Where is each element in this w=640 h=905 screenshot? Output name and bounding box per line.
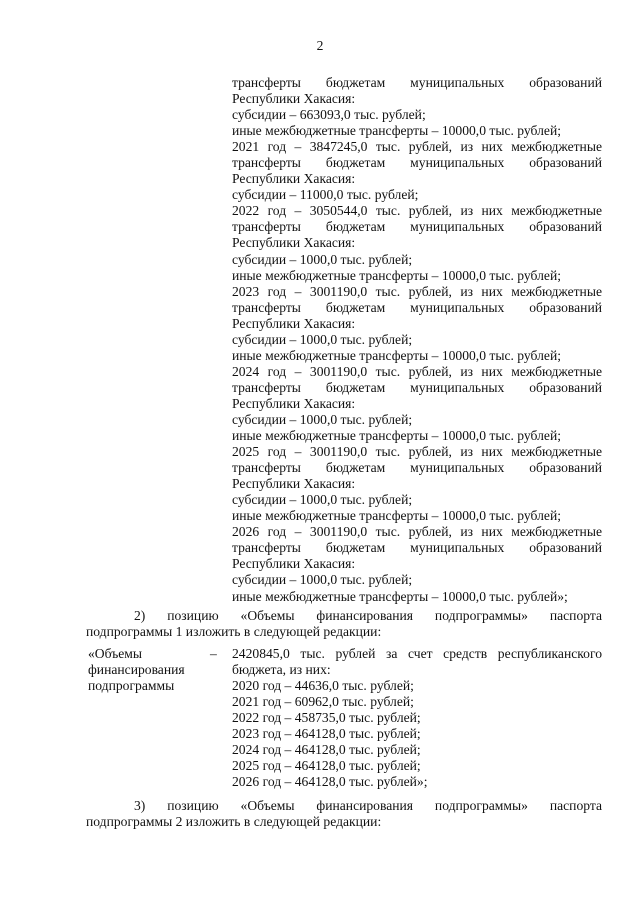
- text-line: Республики Хакасия:: [232, 476, 356, 492]
- text-line: субсидии – 1000,0 тыс. рублей;: [232, 492, 413, 508]
- text-line: иные межбюджетные трансферты – 10000,0 тыс. рублей;: [232, 347, 561, 363]
- text-line: иные межбюджетные трансферты – 10000,0 тыс. рублей;: [232, 267, 561, 283]
- passport-table-label: [88, 646, 208, 694]
- paragraph-line: 2) позицию «Объемы финансирования подпрограммы» паспорта: [134, 608, 602, 623]
- value-line: 2026 год – 464128,0 тыс. рублей»;: [232, 774, 428, 790]
- text-line: 2022 год – 3050544,0 тыс. рублей, из них межбюджетные: [232, 203, 602, 219]
- text-line: 2023 год – 3001190,0 тыс. рублей, из них межбюджетные: [232, 283, 602, 299]
- text-line: трансферты бюджетам муниципальных образований: [232, 460, 602, 476]
- text-line: Республики Хакасия:: [232, 235, 356, 251]
- text-line: трансферты бюджетам муниципальных образований: [232, 299, 602, 315]
- value-line: 2023 год – 464128,0 тыс. рублей;: [232, 726, 421, 742]
- text-line: субсидии – 1000,0 тыс. рублей;: [232, 331, 413, 347]
- value-line: 2420845,0 тыс. рублей за счет средств республиканского: [232, 646, 602, 661]
- value-line: 2020 год – 44636,0 тыс. рублей;: [232, 678, 414, 694]
- text-line: Республики Хакасия:: [232, 556, 356, 572]
- text-line: иные межбюджетные трансферты – 10000,0 тыс. рублей;: [232, 508, 561, 524]
- text-line: 2021 год – 3847245,0 тыс. рублей, из них межбюджетные: [232, 139, 602, 155]
- text-line: субсидии – 11000,0 тыс. рублей;: [232, 187, 419, 203]
- text-line: субсидии – 1000,0 тыс. рублей;: [232, 572, 413, 588]
- text-line: субсидии – 1000,0 тыс. рублей;: [232, 251, 413, 267]
- funding-breakdown: [232, 75, 602, 605]
- value-line: 2022 год – 458735,0 тыс. рублей;: [232, 710, 421, 726]
- text-line: 2024 год – 3001190,0 тыс. рублей, из них межбюджетные: [232, 363, 602, 379]
- text-line: иные межбюджетные трансферты – 10000,0 тыс. рублей;: [232, 428, 561, 444]
- table-dash: –: [210, 646, 217, 661]
- text-line: Республики Хакасия:: [232, 315, 356, 331]
- text-line: 2026 год – 3001190,0 тыс. рублей, из них межбюджетные: [232, 524, 602, 540]
- passport-table-value: [232, 646, 602, 790]
- text-line: иные межбюджетные трансферты – 10000,0 тыс. рублей»;: [232, 588, 568, 604]
- paragraph-line: 3) позицию «Объемы финансирования подпрограммы» паспорта: [134, 798, 602, 813]
- value-line: 2025 год – 464128,0 тыс. рублей;: [232, 758, 421, 774]
- paragraph-line: подпрограммы 1 изложить в следующей редакции:: [86, 624, 382, 640]
- text-line: трансферты бюджетам муниципальных образований: [232, 75, 602, 90]
- value-line: 2024 год – 464128,0 тыс. рублей;: [232, 742, 421, 758]
- text-line: трансферты бюджетам муниципальных образований: [232, 540, 602, 556]
- text-line: 2025 год – 3001190,0 тыс. рублей, из них межбюджетные: [232, 444, 602, 460]
- page-number: 2: [316, 38, 324, 53]
- label-line: подпрограммы: [88, 678, 175, 694]
- text-line: трансферты бюджетам муниципальных образований: [232, 155, 602, 171]
- label-line: «Объемы: [88, 646, 142, 661]
- text-line: субсидии – 1000,0 тыс. рублей;: [232, 411, 413, 427]
- text-line: Республики Хакасия:: [232, 395, 356, 411]
- text-line: иные межбюджетные трансферты – 10000,0 тыс. рублей;: [232, 123, 561, 139]
- paragraph-2: [86, 608, 602, 640]
- value-line: 2021 год – 60962,0 тыс. рублей;: [232, 694, 414, 710]
- label-line: финансирования: [88, 662, 185, 678]
- text-line: Республики Хакасия:: [232, 171, 356, 187]
- value-line: бюджета, из них:: [232, 662, 331, 678]
- text-line: трансферты бюджетам муниципальных образований: [232, 379, 602, 395]
- paragraph-line: подпрограммы 2 изложить в следующей редакции:: [86, 814, 382, 830]
- text-line: трансферты бюджетам муниципальных образований: [232, 219, 602, 235]
- paragraph-3: [86, 798, 602, 830]
- text-line: субсидии – 663093,0 тыс. рублей;: [232, 107, 426, 123]
- text-line: Республики Хакасия:: [232, 91, 356, 107]
